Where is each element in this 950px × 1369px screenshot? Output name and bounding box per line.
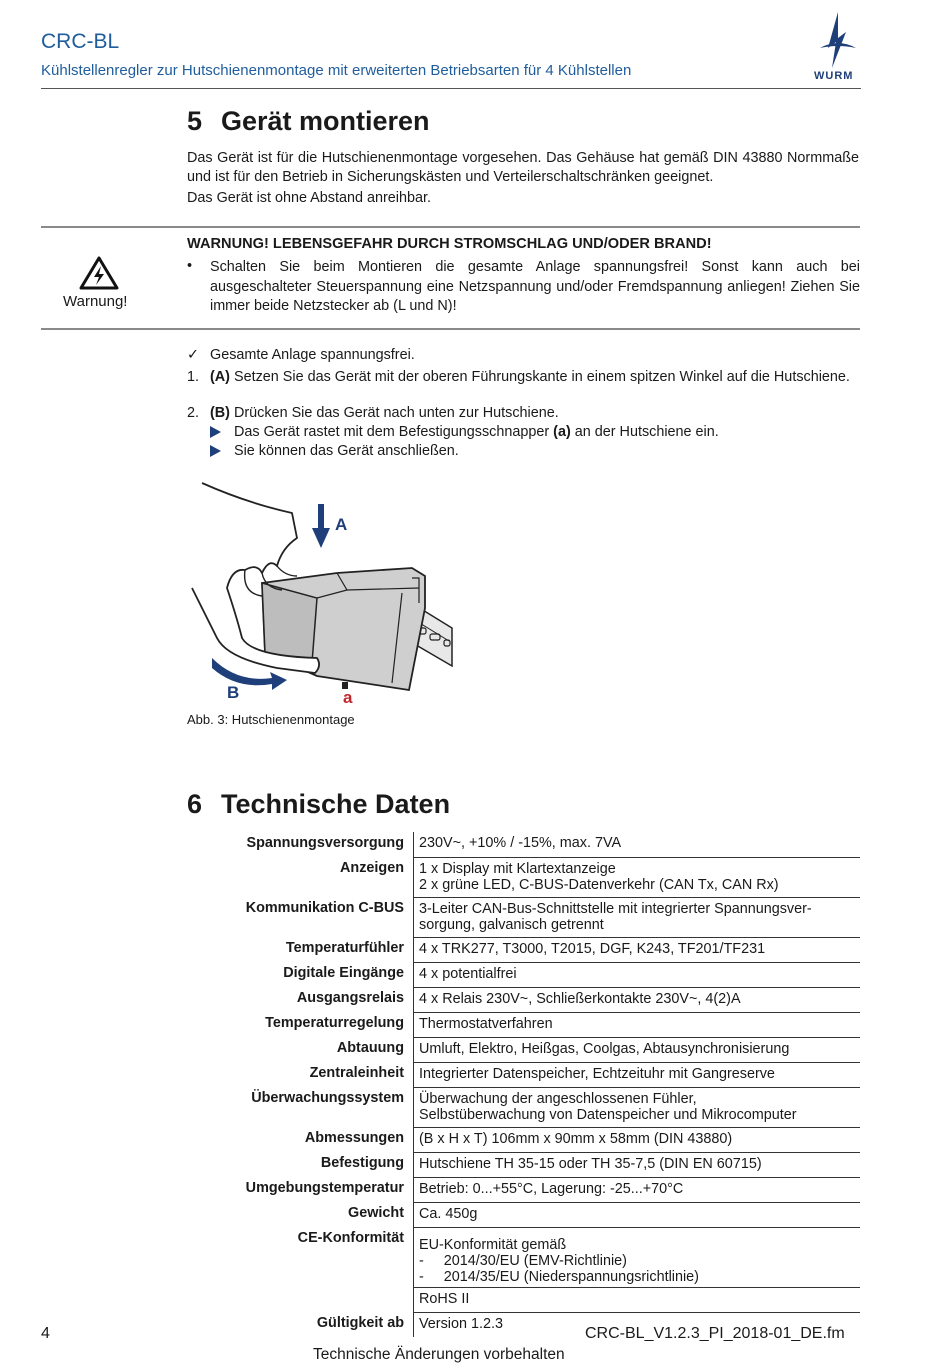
spec-key: Überwachungssystem bbox=[186, 1087, 414, 1127]
spec-value bbox=[414, 832, 861, 857]
precondition-text: Gesamte Anlage spannungsfrei. bbox=[210, 347, 415, 363]
technical-data-table bbox=[186, 832, 860, 1337]
step-2-number: 2. bbox=[187, 405, 200, 421]
spec-value-line: 3-Leiter CAN-Bus-Schnittstelle mit integrierter Spannungsver- bbox=[419, 900, 812, 917]
spec-value bbox=[414, 962, 861, 987]
spec-value-line: Überwachung der angeschlossenen Fühler, bbox=[419, 1090, 697, 1107]
table-row bbox=[186, 857, 860, 897]
table-row bbox=[186, 962, 860, 987]
spec-value-line: 4 x TRK277, T3000, T2015, DGF, K243, TF201/TF231 bbox=[419, 940, 766, 957]
table-row bbox=[186, 1012, 860, 1037]
spec-key: Spannungsversorgung bbox=[186, 832, 414, 857]
spec-key: Temperaturfühler bbox=[186, 937, 414, 962]
spec-value bbox=[414, 1087, 861, 1127]
step-2-body: Drücken Sie das Gerät nach unten zur Hutschiene. bbox=[229, 405, 559, 421]
spec-key: Abtauung bbox=[186, 1037, 414, 1062]
spec-value-line: Thermostatverfahren bbox=[419, 1015, 553, 1032]
step-1-number: 1. bbox=[187, 369, 200, 385]
figure-label-B: B bbox=[227, 683, 240, 702]
step-2-text bbox=[210, 404, 860, 423]
spec-value bbox=[414, 1012, 861, 1037]
result-1-text bbox=[234, 423, 719, 442]
spec-key bbox=[186, 1287, 414, 1312]
spec-value bbox=[414, 1037, 861, 1062]
step-2-label: (B) bbox=[210, 405, 230, 421]
spec-value-line: - 2014/35/EU (Niederspannungsrichtlinie) bbox=[419, 1268, 699, 1285]
spec-value-line: - 2014/30/EU (EMV-Richtlinie) bbox=[419, 1252, 627, 1269]
figure-label-a: a bbox=[343, 688, 353, 707]
footer-filename: CRC-BL_V1.2.3_PI_2018-01_DE.fm bbox=[585, 1325, 845, 1342]
spec-key: Umgebungstemperatur bbox=[186, 1177, 414, 1202]
table-row bbox=[186, 832, 860, 857]
table-row bbox=[186, 1087, 860, 1127]
table-row bbox=[186, 1062, 860, 1087]
table-row bbox=[186, 1287, 860, 1312]
spec-value-line: RoHS II bbox=[419, 1290, 470, 1307]
spec-value-line: 4 x Relais 230V~, Schließerkontakte 230V~, 4(2)A bbox=[419, 990, 741, 1007]
spec-value bbox=[414, 857, 861, 897]
result-arrow-icon bbox=[210, 444, 221, 463]
spec-key: CE-Konformität bbox=[186, 1227, 414, 1287]
table-row bbox=[186, 1037, 860, 1062]
warning-text: Schalten Sie beim Montieren die gesamte Anlage spannungsfrei! Sonst kann auch bei ausgeschalteter Steuerspannung eine Netzspannung und/oder Fremdspannung anliegen! Ziehen Sie immer beide Netzstecker ab (L und N)! bbox=[210, 259, 860, 314]
high-voltage-warning-icon bbox=[79, 256, 119, 290]
table-row bbox=[186, 1202, 860, 1227]
spec-key: Temperaturregelung bbox=[186, 1012, 414, 1037]
section-title: Gerät montieren bbox=[221, 106, 430, 136]
spec-value-line: 4 x potentialfrei bbox=[419, 965, 517, 982]
table-row bbox=[186, 1127, 860, 1152]
step-1-text bbox=[210, 368, 860, 387]
section-6-heading bbox=[187, 789, 450, 820]
spec-value bbox=[414, 1287, 861, 1312]
spec-key: Zentraleinheit bbox=[186, 1062, 414, 1087]
table-row bbox=[186, 1177, 860, 1202]
result-1-label: (a) bbox=[553, 424, 571, 440]
spec-value-line: Umluft, Elektro, Heißgas, Coolgas, Abtausynchronisierung bbox=[419, 1040, 790, 1057]
spec-value bbox=[414, 1227, 861, 1287]
section-number: 5 bbox=[187, 106, 203, 136]
spec-value bbox=[414, 1202, 861, 1227]
spec-value-line: Hutschiene TH 35-15 oder TH 35-7,5 (DIN EN 60715) bbox=[419, 1155, 762, 1172]
warning-top-rule bbox=[41, 226, 860, 228]
intro-paragraph-2: Das Gerät ist ohne Abstand anreihbar. bbox=[187, 190, 431, 206]
intro-paragraph: Das Gerät ist für die Hutschienenmontage vorgesehen. Das Gehäuse hat gemäß DIN 43880 Normmaße und ist für den Betrieb in Sicherungskästen und Verteilerschaltschränken geeignet. bbox=[187, 150, 859, 185]
spec-value bbox=[414, 1152, 861, 1177]
spec-key: Kommunikation C-BUS bbox=[186, 897, 414, 937]
section-5-heading bbox=[187, 106, 430, 137]
spec-value-line: Selbstüberwachung von Datenspeicher und Mikrocomputer bbox=[419, 1106, 797, 1123]
result-1-pre: Das Gerät rastet mit dem Befestigungsschnapper bbox=[234, 424, 554, 440]
warning-bottom-rule bbox=[41, 328, 860, 330]
spec-key: Ausgangsrelais bbox=[186, 987, 414, 1012]
figure-label-A: A bbox=[335, 515, 348, 534]
table-row bbox=[186, 897, 860, 937]
header-divider bbox=[41, 88, 861, 89]
spec-value bbox=[414, 1177, 861, 1202]
spec-key: Digitale Eingänge bbox=[186, 962, 414, 987]
spec-key: Gewicht bbox=[186, 1202, 414, 1227]
spec-value-line: Betrieb: 0...+55°C, Lagerung: -25...+70°C bbox=[419, 1180, 684, 1197]
spec-value-line: Ca. 450g bbox=[419, 1205, 478, 1222]
spec-value bbox=[414, 937, 861, 962]
footer-note: Technische Änderungen vorbehalten bbox=[313, 1346, 565, 1363]
spec-value-line: 2 x grüne LED, C-BUS-Datenverkehr (CAN Tx, CAN Rx) bbox=[419, 876, 779, 893]
spec-key: Gültigkeit ab bbox=[186, 1312, 414, 1337]
spec-value-line: Integrierter Datenspeicher, Echtzeituhr mit Gangreserve bbox=[419, 1065, 775, 1082]
din-rail-mounting-illustration bbox=[187, 478, 467, 708]
section-number: 6 bbox=[187, 789, 203, 819]
spec-value-line: EU-Konformität gemäß bbox=[419, 1236, 567, 1253]
spec-value-line: 230V~, +10% / -15%, max. 7VA bbox=[419, 835, 622, 851]
spec-key: Befestigung bbox=[186, 1152, 414, 1177]
table-row bbox=[186, 1227, 860, 1287]
result-1-post: an der Hutschiene ein. bbox=[570, 424, 719, 440]
result-2-text: Sie können das Gerät anschließen. bbox=[234, 443, 459, 459]
warning-heading: WARNUNG! LEBENSGEFAHR DURCH STROMSCHLAG UND/ODER BRAND! bbox=[187, 236, 712, 252]
spec-value-line: Version 1.2.3 bbox=[419, 1315, 504, 1332]
figure-caption: Abb. 3: Hutschienenmontage bbox=[187, 712, 355, 727]
spec-key: Anzeigen bbox=[186, 857, 414, 897]
spec-value-line: 1 x Display mit Klartextanzeige bbox=[419, 860, 616, 877]
spec-value-line: (B x H x T) 106mm x 90mm x 58mm (DIN 43880) bbox=[419, 1130, 733, 1147]
logo-text: WURM bbox=[814, 70, 854, 82]
spec-value bbox=[414, 1062, 861, 1087]
section-title: Technische Daten bbox=[221, 789, 451, 819]
spec-value bbox=[414, 987, 861, 1012]
step-1-label: (A) bbox=[210, 369, 230, 385]
table-row bbox=[186, 937, 860, 962]
document-subtitle: Kühlstellenregler zur Hutschienenmontage mit erweiterten Betriebsarten für 4 Kühlstellen bbox=[41, 62, 632, 79]
spec-key: Abmessungen bbox=[186, 1127, 414, 1152]
spec-value bbox=[414, 1127, 861, 1152]
spec-value-line: sorgung, galvanisch getrennt bbox=[419, 916, 604, 933]
document-title: CRC-BL bbox=[41, 30, 120, 53]
check-mark-icon: ✓ bbox=[187, 347, 200, 363]
table-row bbox=[186, 987, 860, 1012]
spec-value bbox=[414, 897, 861, 937]
warning-bullet: • bbox=[187, 258, 193, 274]
result-arrow-icon bbox=[210, 425, 221, 444]
warning-label: Warnung! bbox=[63, 293, 128, 310]
step-1-body: Setzen Sie das Gerät mit der oberen Führungskante in einem spitzen Winkel auf die Hutschiene. bbox=[229, 369, 850, 385]
table-row bbox=[186, 1152, 860, 1177]
page-number: 4 bbox=[41, 1325, 50, 1342]
